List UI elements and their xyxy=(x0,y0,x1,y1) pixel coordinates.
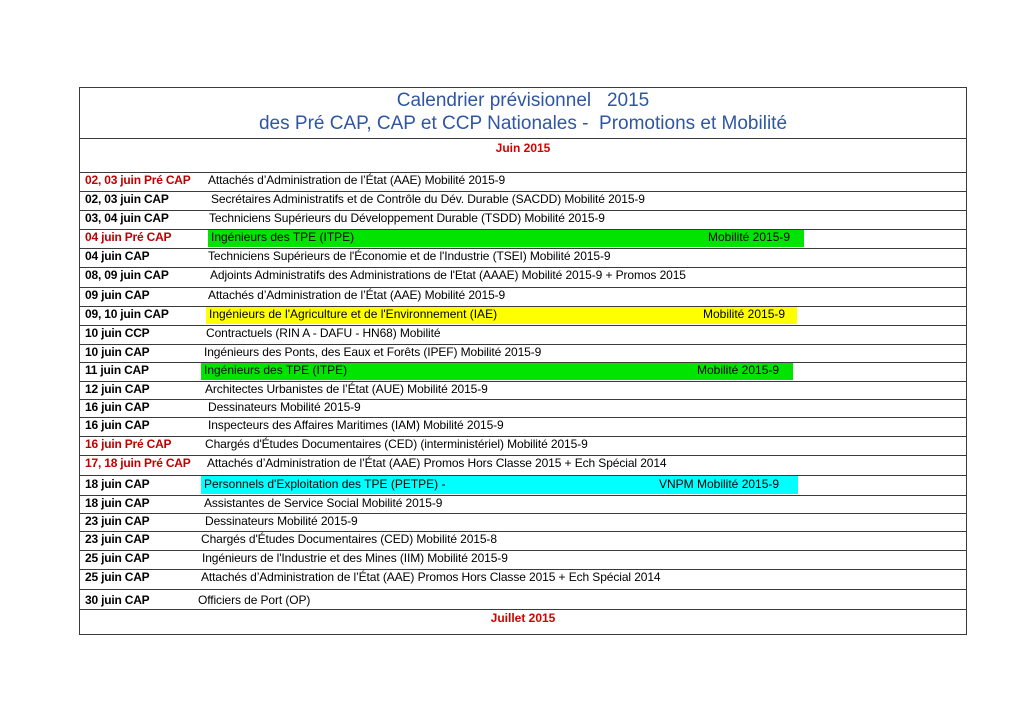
divider xyxy=(79,475,967,476)
row-description: Ingénieurs des Ponts, des Eaux et Forêts (IPEF) Mobilité 2015-9 xyxy=(204,345,542,359)
highlight-green xyxy=(208,229,804,247)
row-mobility: Mobilité 2015-9 xyxy=(708,230,791,244)
row-description: Techniciens Supérieurs de l'Économie et de l'Industrie (TSEI) Mobilité 2015-9 xyxy=(208,249,611,263)
row-date: 16 juin CAP xyxy=(85,418,150,432)
table-row xyxy=(80,287,966,305)
highlight-cyan xyxy=(201,476,798,494)
table-row xyxy=(80,381,966,399)
divider xyxy=(79,381,967,382)
row-description: Architectes Urbanistes de l’État (AUE) Mobilité 2015-9 xyxy=(205,382,488,396)
table-row xyxy=(80,550,966,568)
table-row xyxy=(80,344,966,362)
row-date: 12 juin CAP xyxy=(85,382,150,396)
divider xyxy=(79,248,967,249)
row-date: 25 juin CAP xyxy=(85,551,150,565)
row-date: 04 juin Pré CAP xyxy=(85,230,172,244)
row-mobility: VNPM Mobilité 2015-9 xyxy=(659,477,780,491)
row-description: Personnels d'Exploitation des TPE (PETPE) - xyxy=(204,477,446,491)
table-row xyxy=(80,531,966,549)
divider xyxy=(79,589,967,590)
row-date: 16 juin CAP xyxy=(85,400,150,414)
divider xyxy=(79,569,967,570)
divider xyxy=(79,344,967,345)
table-row xyxy=(80,592,966,610)
divider xyxy=(79,609,967,610)
table-row xyxy=(80,436,966,454)
divider xyxy=(79,495,967,496)
divider xyxy=(79,455,967,456)
divider xyxy=(79,417,967,418)
divider xyxy=(79,513,967,514)
row-description: Ingénieurs de l'Industrie et des Mines (IIM) Mobilité 2015-9 xyxy=(202,551,508,565)
row-description: Attachés d’Administration de l’État (AAE) Mobilité 2015-9 xyxy=(208,173,506,187)
row-description: Ingénieurs de l'Agriculture et de l'Environnement (IAE) xyxy=(209,307,498,321)
row-mobility: Mobilité 2015-9 xyxy=(697,363,780,377)
row-date: 17, 18 juin Pré CAP xyxy=(85,456,191,470)
row-description: Chargés d'Études Documentaires (CED) (interministériel) Mobilité 2015-9 xyxy=(205,437,588,451)
divider xyxy=(79,287,967,288)
divider xyxy=(79,191,967,192)
row-date: 23 juin CAP xyxy=(85,514,150,528)
month-heading-june: Juin 2015 xyxy=(495,141,551,155)
row-date: 11 juin CAP xyxy=(85,363,149,377)
row-description: Secrétaires Administratifs et de Contrôle du Dév. Durable (SACDD) Mobilité 2015-9 xyxy=(211,192,645,206)
title-block xyxy=(79,87,967,139)
page-title: Calendrier prévisionnel 2015 xyxy=(396,90,650,111)
divider xyxy=(79,399,967,400)
row-date: 30 juin CAP xyxy=(85,593,150,607)
divider xyxy=(79,531,967,532)
row-date: 02, 03 juin Pré CAP xyxy=(85,173,191,187)
divider xyxy=(79,210,967,211)
divider xyxy=(79,362,967,363)
row-date: 02, 03 juin CAP xyxy=(85,192,169,206)
table-row xyxy=(80,362,966,380)
divider xyxy=(79,436,967,437)
table-row xyxy=(80,229,966,247)
table-row xyxy=(80,495,966,513)
row-description: Adjoints Administratifs des Administrations de l'Etat (AAAE) Mobilité 2015-9 + Promos 2015 xyxy=(210,268,686,282)
row-description: Contractuels (RIN A - DAFU - HN68) Mobilité xyxy=(206,326,441,340)
row-date: 08, 09 juin CAP xyxy=(85,268,169,282)
row-description: Ingénieurs des TPE (ITPE) xyxy=(211,230,355,244)
row-date: 23 juin CAP xyxy=(85,532,150,546)
table-row xyxy=(80,191,966,209)
row-date: 09, 10 juin CAP xyxy=(85,307,169,321)
row-date: 09 juin CAP xyxy=(85,288,150,302)
row-description: Attachés d’Administration de l’État (AAE) Mobilité 2015-9 xyxy=(208,288,506,302)
divider xyxy=(79,267,967,268)
row-description: Ingénieurs des TPE (ITPE) xyxy=(204,363,348,377)
row-date: 10 juin CAP xyxy=(85,345,150,359)
row-date: 04 juin CAP xyxy=(85,249,150,263)
row-date: 18 juin CAP xyxy=(85,477,150,491)
table-row xyxy=(80,306,966,324)
table-row xyxy=(80,417,966,435)
divider xyxy=(79,550,967,551)
highlight-green xyxy=(201,362,793,380)
divider xyxy=(79,229,967,230)
row-date: 03, 04 juin CAP xyxy=(85,211,169,225)
row-description: Attachés d’Administration de l’État (AAE) Promos Hors Classe 2015 + Ech Spécial 2014 xyxy=(201,570,661,584)
table-row xyxy=(80,172,966,190)
table-row xyxy=(80,569,966,587)
table-row xyxy=(80,513,966,531)
row-date: 16 juin Pré CAP xyxy=(85,437,172,451)
table-row xyxy=(80,210,966,228)
row-description: Attachés d’Administration de l’État (AAE) Promos Hors Classe 2015 + Ech Spécial 2014 xyxy=(207,456,667,470)
row-date: 10 juin CCP xyxy=(85,326,150,340)
row-date: 25 juin CAP xyxy=(85,570,150,584)
table-row xyxy=(80,248,966,266)
table-row xyxy=(80,455,966,473)
divider xyxy=(79,325,967,326)
page-subtitle: des Pré CAP, CAP et CCP Nationales - Promotions et Mobilité xyxy=(258,113,788,134)
table-row xyxy=(80,476,966,494)
row-description: Dessinateurs Mobilité 2015-9 xyxy=(205,514,358,528)
month-heading-july: Juillet 2015 xyxy=(490,611,556,625)
row-description: Dessinateurs Mobilité 2015-9 xyxy=(208,400,361,414)
row-date: 18 juin CAP xyxy=(85,496,150,510)
row-description: Chargés d'Études Documentaires (CED) Mobilité 2015-8 xyxy=(201,532,497,546)
row-mobility: Mobilité 2015-9 xyxy=(703,307,786,321)
table-row xyxy=(80,399,966,417)
table-row xyxy=(80,267,966,285)
row-description: Assistantes de Service Social Mobilité 2015-9 xyxy=(204,496,443,510)
table-row xyxy=(80,325,966,343)
row-description: Techniciens Supérieurs du Développement Durable (TSDD) Mobilité 2015-9 xyxy=(209,211,605,225)
divider xyxy=(79,306,967,307)
row-description: Officiers de Port (OP) xyxy=(198,593,311,607)
row-description: Inspecteurs des Affaires Maritimes (IAM) Mobilité 2015-9 xyxy=(208,418,504,432)
highlight-yellow xyxy=(206,306,797,324)
